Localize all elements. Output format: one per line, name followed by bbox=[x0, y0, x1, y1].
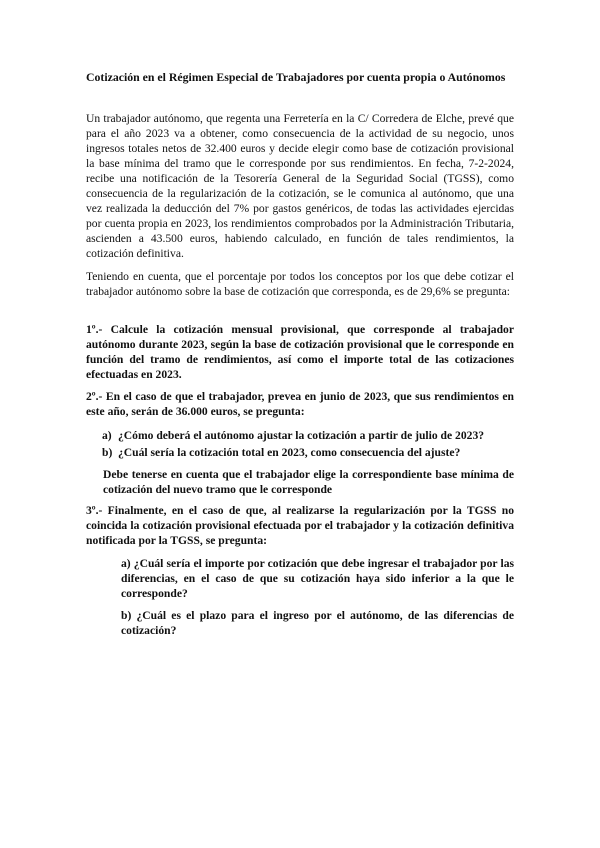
question-2: 2º.- En el caso de que el trabajador, prevea en junio de 2023, que sus rendimientos en este año, serán de 36.000 euros, se pregunta: bbox=[86, 390, 514, 418]
context-paragraph: Teniendo en cuenta, que el porcentaje por todos los conceptos por los que debe cotizar el trabajador autónomo sobre la base de cotización que corresponda, es de 29,6% se pregunta: bbox=[86, 270, 514, 298]
item-text: ¿Cuál sería la cotización total en 2023, como consecuencia del ajuste? bbox=[118, 446, 461, 459]
question-2-list bbox=[86, 428, 514, 462]
intro-paragraph: Un trabajador autónomo, que regenta una Ferretería en la C/ Corredera de Elche, prevé que para el año 2023 va a obtener, como consecuencia de la actividad de su negocio, unos ingresos totales netos de 32.400 euros y decide elegir como base de cotización provisional la base mínima del tramo que le corresponde por sus rendimientos. En fecha, 7-2-2024, recibe una notificación de la Tesorería General de la Seguridad Social (TGSS), como consecuencia de la regularización de la cotización, se le comunica al autónomo, que una vez realizada la deducción del 7% por gastos genéricos, de todas las actividades ejercidas por cuenta propia en 2023, los rendimientos comprobados por la Administración Tributaria, ascienden a 43.500 euros, habiendo calculado, en función de tales rendimientos, la cotización definitiva. bbox=[86, 112, 514, 260]
question-3-a: a) ¿Cuál sería el importe por cotización que debe ingresar el trabajador por las diferencias, en el caso de que su cotización haya sido inferior a la que le corresponde? bbox=[121, 557, 514, 600]
question-2-item-a bbox=[86, 428, 514, 443]
document-title: Cotización en el Régimen Especial de Trabajadores por cuenta propia o Autónomos bbox=[86, 70, 506, 84]
question-2-note: Debe tenerse en cuenta que el trabajador elige la correspondiente base mínima de cotización del nuevo tramo que le corresponde bbox=[103, 468, 514, 496]
question-2-item-b bbox=[86, 445, 514, 460]
question-3-b: b) ¿Cuál es el plazo para el ingreso por el autónomo, de las diferencias de cotización? bbox=[121, 609, 514, 637]
question-3: 3º.- Finalmente, en el caso de que, al realizarse la regularización por la TGSS no coincida la cotización provisional efectuada por el trabajador y la cotización definitiva notificada por la TGSS, se pregunta: bbox=[86, 504, 514, 547]
item-marker: b) bbox=[102, 446, 113, 459]
item-marker: a) bbox=[102, 429, 112, 442]
item-text: ¿Cómo deberá el autónomo ajustar la cotización a partir de julio de 2023? bbox=[118, 429, 485, 442]
question-1: 1º.- Calcule la cotización mensual provisional, que corresponde al trabajador autónomo durante 2023, según la base de cotización provisional que le corresponde en función del tramo de rendimientos, así como el importe total de las cotizaciones efectuadas en 2023. bbox=[86, 323, 514, 381]
